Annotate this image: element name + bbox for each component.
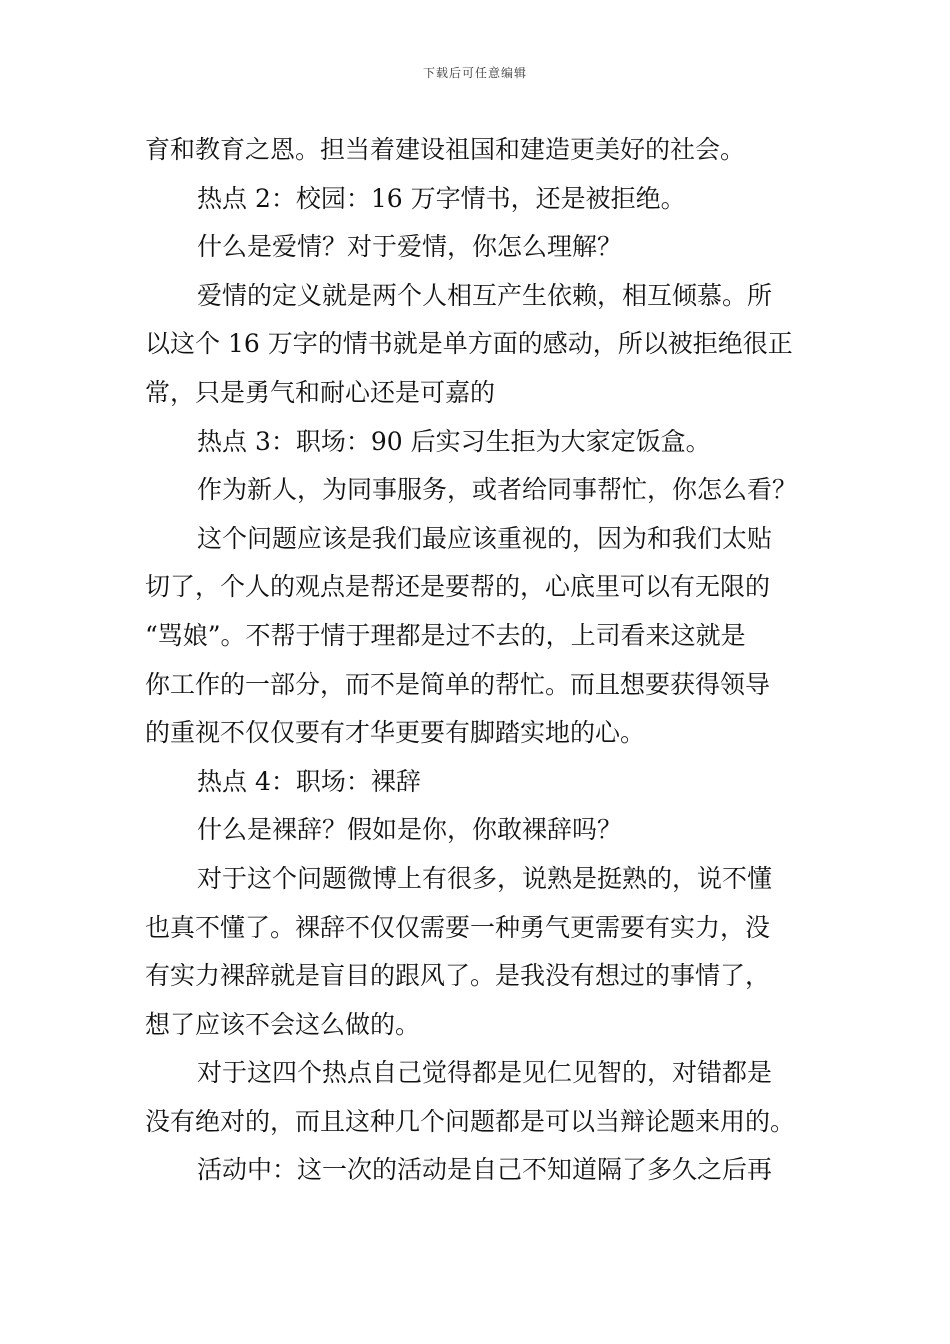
text-line: 什么是爱情？对于爱情，你怎么理解？ xyxy=(197,232,623,262)
text-line: 爱情的定义就是两个人相互产生依赖，相互倾慕。所 xyxy=(197,280,773,310)
text-line: 活动中：这一次的活动是自己不知道隔了多久之后再 xyxy=(197,1155,773,1185)
text-line: 热点 3：职场：90 后实习生拒为大家定饭盒。 xyxy=(197,426,711,456)
text-line: 你工作的一部分，而不是简单的帮忙。而且想要获得领导 xyxy=(145,669,771,699)
text-line: 什么是裸辞？假如是你，你敢裸辞吗？ xyxy=(197,815,623,845)
text-line: 想了应该不会这么做的。 xyxy=(145,1009,421,1039)
text-line: 对于这四个热点自己觉得都是见仁见智的，对错都是 xyxy=(197,1058,773,1088)
text-line: 对于这个问题微博上有很多，说熟是挺熟的，说不懂 xyxy=(197,863,773,893)
text-line: 没有绝对的，而且这种几个问题都是可以当辩论题来用的。 xyxy=(145,1106,796,1136)
text-line: 热点 2：校园：16 万字情书，还是被拒绝。 xyxy=(197,183,686,213)
text-line: 这个问题应该是我们最应该重视的，因为和我们太贴 xyxy=(197,523,773,553)
text-line: 作为新人，为同事服务，或者给同事帮忙，你怎么看？ xyxy=(197,475,798,505)
text-line: “骂娘”。不帮于情于理都是过不去的，上司看来这就是 xyxy=(145,620,746,650)
text-line: 也真不懂了。裸辞不仅仅需要一种勇气更需要有实力，没 xyxy=(145,912,771,942)
text-line: 育和教育之恩。担当着建设祖国和建造更美好的社会。 xyxy=(145,135,746,164)
text-line: 常，只是勇气和耐心还是可嘉的 xyxy=(145,377,496,407)
text-line: 有实力裸辞就是盲目的跟风了。是我没有想过的事情了， xyxy=(145,961,771,991)
text-line: 以这个 16 万字的情书就是单方面的感动，所以被拒绝很正 xyxy=(145,329,793,359)
document-body xyxy=(145,126,809,1195)
text-line: 切了，个人的观点是帮还是要帮的，心底里可以有无限的 xyxy=(145,572,771,602)
page-header: 下载后可任意编辑 xyxy=(422,66,527,80)
text-line: 热点 4：职场：裸辞 xyxy=(197,766,421,796)
text-line: 的重视不仅仅要有才华更要有脚踏实地的心。 xyxy=(145,718,646,748)
